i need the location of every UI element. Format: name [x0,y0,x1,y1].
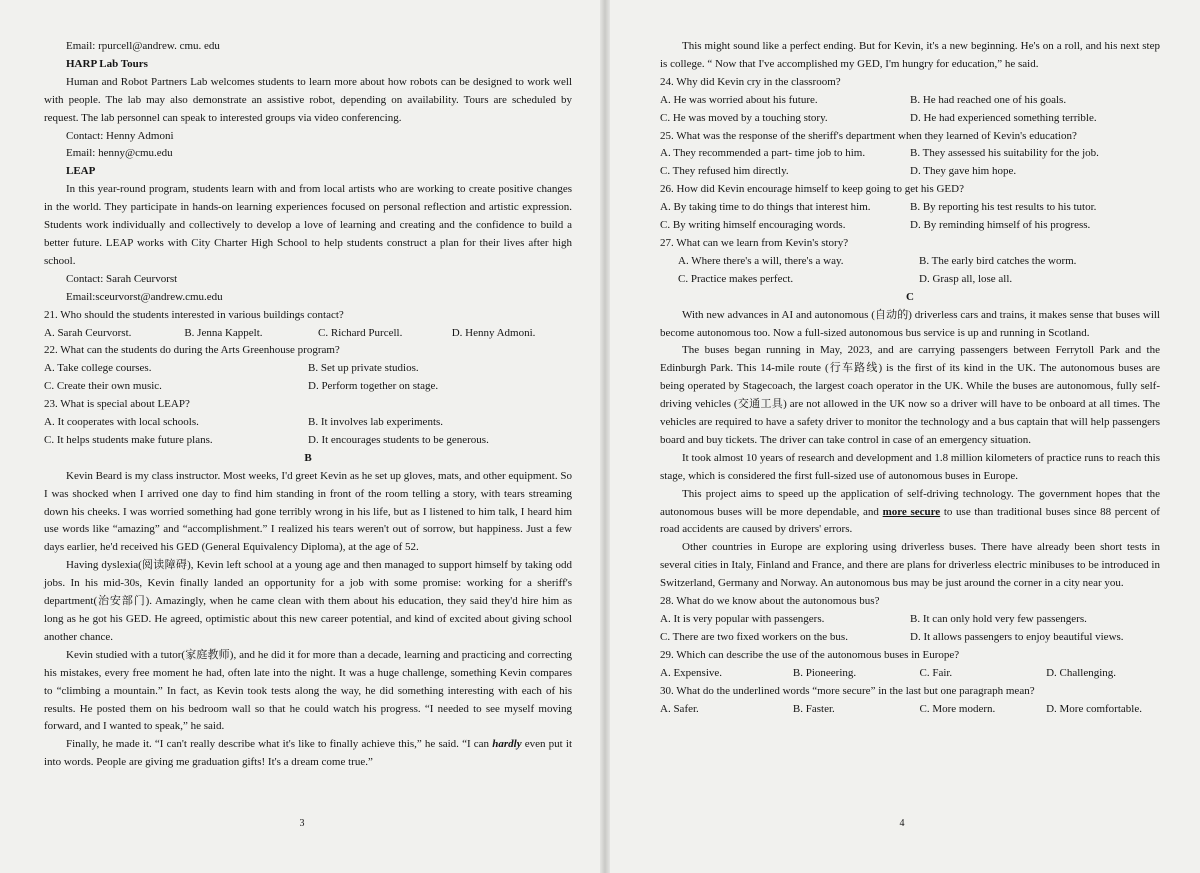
passage-c-paragraph-4 [660,486,1160,540]
section-b-heading: B [304,451,312,464]
option-29d: D. Challenging. [1046,666,1117,679]
option-23c: C. It helps students make future plans. [44,433,213,446]
option-23d: D. It encourages students to be generous. [308,433,489,446]
option-30b: B. Faster. [792,702,835,715]
leap-heading: LEAP [66,165,96,178]
leap-email: Email:sceurvorst@andrew.cmu.edu [66,290,223,303]
option-24a: A. He was worried about his future. [660,93,818,106]
option-27d: D. Grasp all, lose all. [919,272,1013,285]
passage-c-paragraph-2: The buses began running in May, 2023, and are carrying passengers between Ferrytoll Park and the Edinburgh Park. This 14-mile route (行车路线) is the first of its kind in the UK. The autonomous buses are being operated by Stagecoach, the largest coach operator in the UK. While the buses are autonomous, fully self-driving vehicles (交通工具) are not allowed in the UK now so a driver will have to be onboard at all times. The vehicles are required to have a safety driver to monitor the technology and a bus captain that will help passengers board and buy tickets. The driver can take control in case of an emergency situation. [660,344,1160,446]
question-21: 21. Who should the students interested in various buildings contact? [44,308,344,321]
question-25-options [660,145,1160,181]
option-24d: D. He had experienced something terrible. [910,111,1097,124]
option-22c: C. Create their own music. [44,380,162,393]
passage-b-paragraph-5: This might sound like a perfect ending. But for Kevin, it's a new beginning. He's on a roll, and his next step is college. “ Now that I've accomplished my GED, I'm hungry for education,” he said. [660,40,1160,70]
harp-body: Human and Robot Partners Lab welcomes students to learn more about how robots can be designed to work well with people. The lab may also demonstrate an assistive robot, depending on availability. Tours are scheduled by request. The lab personnel can speak to interested groups via video conferencing. [44,75,572,124]
option-25a: A. They recommended a part- time job to him. [660,147,866,160]
option-28a: A. It is very popular with passengers. [660,613,825,625]
option-26a: A. By taking time to do things that interest him. [660,201,871,214]
question-25: 25. What was the response of the sheriff's department when they learned of Kevin's education? [660,129,1077,142]
option-21b: B. Jenna Kappelt. [184,326,263,339]
leap-body: In this year-round program, students learn with and from local artists who are working to create positive changes in the world. They participate in hands-on learning experiences focused on personal reflection and artistic expression. Students work individually and collectively to develop a love of learning and creating and the confidence to build a better future. LEAP works with City Charter High School to help students construct a plan for their lives after high school. [44,183,572,267]
question-22: 22. What can the students do during the Arts Greenhouse program? [44,344,340,357]
question-30-options [660,701,1160,719]
option-22a: A. Take college courses. [44,362,152,375]
option-29b: B. Pioneering. [792,666,857,679]
option-28d: D. It allows passengers to enjoy beautiful views. [910,630,1124,643]
question-23-options [44,414,572,450]
page-number-4: 4 [899,818,905,830]
more-secure-underlined: more secure [882,505,941,518]
option-27c: C. Practice makes perfect. [678,272,794,285]
question-29-options [660,665,1160,683]
question-26-options [660,199,1160,235]
passage-b-paragraph-2: Having dyslexia(阅读障碍), Kevin left school at a young age and then managed to support himself by taking odd jobs. In his mid-30s, Kevin finally landed an opportunity for a job with some promise: working for a sheriff's department(治安部门). Amazingly, when he came clean with them about his education, they said they'd hire him as long as he got his GED. He agreed, optimistic about this new career potential, and kind of excited about giving school another chance. [44,559,572,643]
question-23: 23. What is special about LEAP? [44,398,190,411]
passage-c-paragraph-1: With new advances in AI and autonomous (自动的) driverless cars and trains, it makes sense that buses will become autonomous too. Now a full-sized autonomous bus service is up and running in Scotland. [660,308,1160,339]
page-number-3: 3 [299,818,305,830]
option-21d: D. Henny Admoni. [451,326,536,339]
option-30a: A. Safer. [660,702,699,715]
option-30d: D. More comfortable. [1046,702,1142,715]
question-24: 24. Why did Kevin cry in the classroom? [660,75,841,88]
option-25b: B. They assessed his suitability for the job. [910,147,1099,160]
option-24c: C. He was moved by a touching story. [660,111,828,124]
option-26c: C. By writing himself encouraging words. [660,219,846,232]
paragraph-4-end: even put it into words. People are giving me graduation gifts! It's a dream come true.” [44,738,573,769]
question-30: 30. What do the underlined words “more secure” in the last but one paragraph mean? [660,684,1035,697]
question-29: 29. Which can describe the use of the autonomous buses in Europe? [660,648,960,661]
leap-contact: Contact: Sarah Ceurvorst [66,272,178,285]
option-27b: B. The early bird catches the worm. [919,254,1077,267]
option-30c: C. More modern. [919,702,996,715]
question-22-options [44,360,572,396]
option-28b: B. It can only hold very few passengers. [910,613,1087,625]
option-24b: B. He had reached one of his goals. [910,93,1067,106]
option-25d: D. They gave him hope. [910,165,1017,178]
passage-b-paragraph-3: Kevin studied with a tutor(家庭教师), and he did it for more than a decade, learning and practicing and correcting his mistakes, every free moment he had, often late into the night. It was a huge challenge, something Kevin compares to “climbing a mountain.” In fact, as Kevin took tests along the way, he did something interesting with each of his results. He posted them on his bedroom wall so that he could watch his progress. “I needed to see myself moving forward, and I wanted to speak,” he said. [44,648,572,733]
option-29c: C. Fair. [919,666,953,679]
hardly-word: hardly [492,738,522,751]
option-29a: A. Expensive. [660,666,723,679]
passage-b-paragraph-1: Kevin Beard is my class instructor. Most weeks, I'd greet Kevin as he set up gloves, mats, and other equipment. So I was shocked when I arrived one day to find him standing in front of the room telling a story, with tears streaming down his cheeks. I was worried something had gone terribly wrong in his life, but as I listened to him talk, I heard him use words like “amazing” and “accomplishment.” I realized his tears weren't out of sorrow, but happiness. Just a few days earlier, he'd received his GED (General Equivalency Diploma), at the age of 52. [44,469,572,554]
paragraph-4-start: Finally, he made it. “I can't really describe what it's like to finally achieve this,” he said. “I can [66,738,490,751]
email-rpurcell: Email: rpurcell@andrew. cmu. edu [66,40,220,52]
passage-c-paragraph-5: Other countries in Europe are exploring using driverless buses. There have already been short tests in several cities in Italy, Finland and France, and there are plans for driverless electric minibuses to be introduced in Switzerland, Germany and Norway. An autonomous bus may be just around the corner in a city near you. [660,541,1160,590]
question-24-options [660,92,1160,128]
harp-heading: HARP Lab Tours [66,57,148,70]
option-27a: A. Where there's a will, there's a way. [678,254,844,267]
option-28c: C. There are two fixed workers on the bus. [660,630,848,643]
section-c-heading: C [906,290,914,303]
question-28-options [660,611,1160,647]
option-26d: D. By reminding himself of his progress. [910,219,1091,232]
option-26b: B. By reporting his test results to his tutor. [910,201,1097,214]
option-22b: B. Set up private studios. [308,362,419,375]
option-25c: C. They refused him directly. [660,165,789,178]
paragraph-c4-end: to use than traditional buses since 88 percent of road accidents are caused by drivers' errors. [660,505,1160,536]
passage-c-paragraph-3: It took almost 10 years of research and development and 1.8 million kilometers of practice runs to reach this stage, which is considered the first full-sized use of autonomous buses in Europe. [660,451,1160,482]
page-gutter [600,0,610,873]
harp-email: Email: henny@cmu.edu [66,147,173,160]
option-21a: A. Sarah Ceurvorst. [44,326,132,339]
question-21-options [44,325,572,343]
option-23b: B. It involves lab experiments. [308,416,444,429]
passage-b-paragraph-4 [44,736,572,772]
harp-contact: Contact: Henny Admoni [66,129,174,142]
option-23a: A. It cooperates with local schools. [44,416,199,429]
page-4 [604,0,1200,873]
question-28: 28. What do we know about the autonomous bus? [660,595,880,608]
question-27-options [660,253,1160,289]
paragraph-c4-start: This project aims to speed up the application of self-driving technology. The government hopes that the autonomous buses will be more dependable, and [660,487,1160,518]
question-26: 26. How did Kevin encourage himself to keep going to get his GED? [660,183,964,196]
option-21c: C. Richard Purcell. [318,326,403,339]
option-22d: D. Perform together on stage. [308,380,439,393]
question-27: 27. What can we learn from Kevin's story? [660,236,849,249]
